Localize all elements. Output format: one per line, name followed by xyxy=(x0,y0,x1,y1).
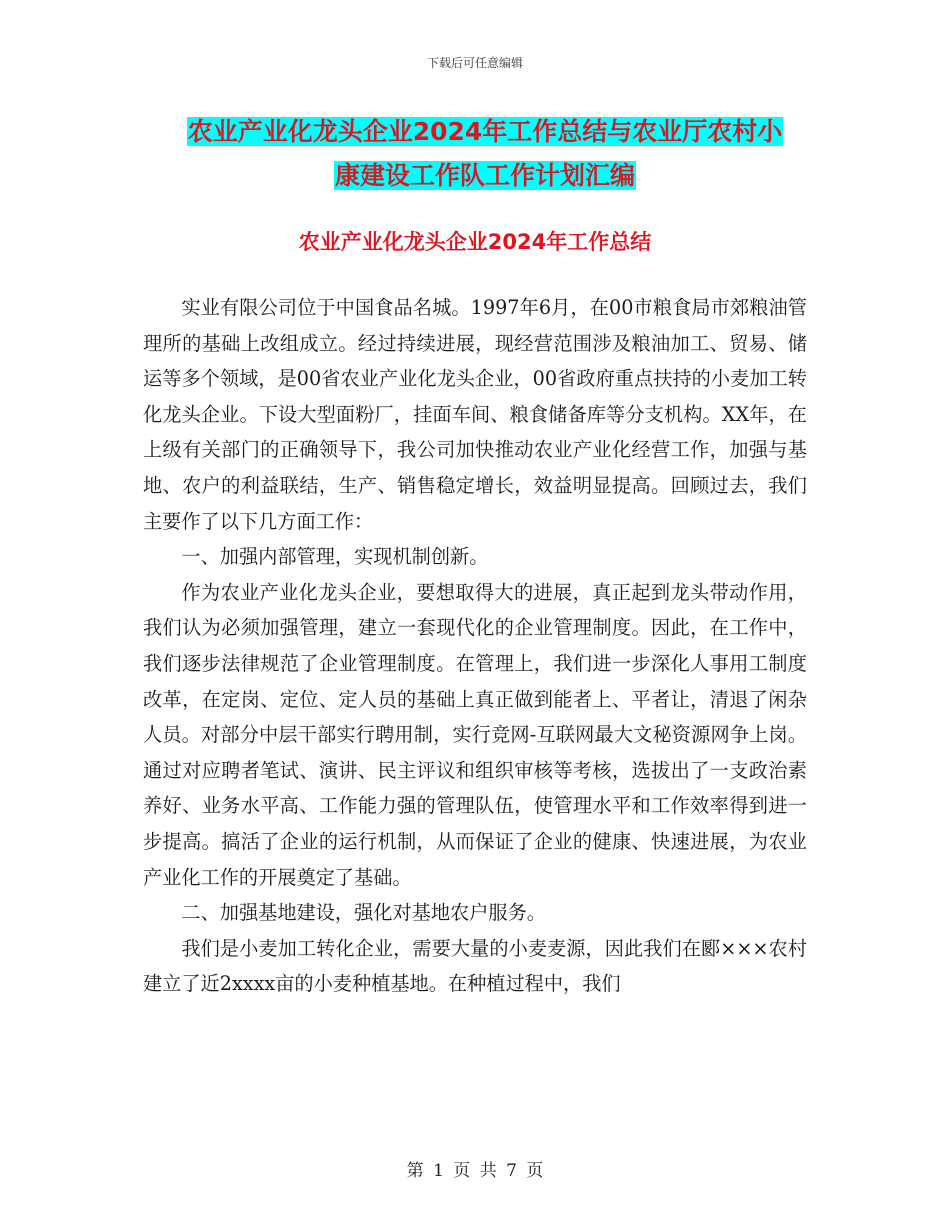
main-title-line-2: 康建设工作队工作计划汇编 xyxy=(334,161,635,190)
paragraph: 一、加强内部管理，实现机制创新。 xyxy=(181,545,489,569)
paragraph: 实业有限公司位于中国食品名城。1997年6月，在00市粮食局市郊粮油管理所的基础上改组成立。经过持续进展，现经营范围涉及粮油加工、贸易、储运等多个领域，是00省农业产业化龙头企业，00省政府重点扶持的小麦加工转化龙头企业。下设大型面粉厂，挂面车间、粮食储备库等分支机构。XX年，在上级有关部门的正确领导下，我公司加快推动农业产业化经营工作，加强与基地、农户的利益联结，生产、销售稳定增长，效益明显提高。回顾过去，我们主要作了以下几方面工作： xyxy=(143,296,807,533)
page-footer: 第 1 页 共 7 页 xyxy=(406,1161,544,1181)
page-header: 下载后可任意编辑 xyxy=(426,56,523,70)
main-title-line-1: 农业产业化龙头企业2024年工作总结与农业厅农村小 xyxy=(187,117,783,146)
paragraph: 二、加强基地建设，强化对基地农户服务。 xyxy=(181,901,546,925)
paragraph: 我们是小麦加工转化企业，需要大量的小麦麦源，因此我们在郾×××农村建立了近2xxxx亩的小麦种植基地。在种植过程中，我们 xyxy=(143,936,807,996)
main-title xyxy=(140,110,830,198)
section-title: 农业产业化龙头企业2024年工作总结 xyxy=(298,230,652,254)
paragraph: 作为农业产业化龙头企业，要想取得大的进展，真正起到龙头带动作用，我们认为必须加强管理，建立一套现代化的企业管理制度。因此，在工作中，我们逐步法律规范了企业管理制度。在管理上，我们进一步深化人事用工制度改革，在定岗、定位、定人员的基础上真正做到能者上、平者让，清退了闲杂人员。对部分中层干部实行聘用制，实行竞网-互联网最大文秘资源网争上岗。通过对应聘者笔试、演讲、民主评议和组织审核等考核，选拔出了一支政治素养好、业务水平高、工作能力强的管理队伍，使管理水平和工作效率得到进一步提高。搞活了企业的运行机制，从而保证了企业的健康、快速进展，为农业产业化工作的开展奠定了基础。 xyxy=(143,580,807,889)
body-text xyxy=(143,290,807,1002)
